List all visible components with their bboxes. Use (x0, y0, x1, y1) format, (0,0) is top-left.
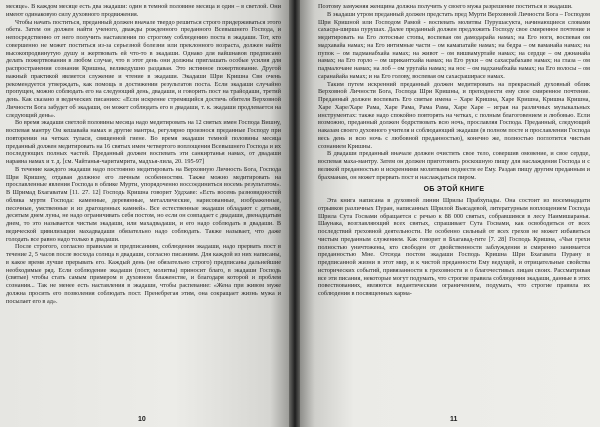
left-page-text (6, 3, 281, 305)
paragraph: Во время экадаши светлой половины месяца надо медитировать на 12 святых имен Господа Вишну, воспевая мантру Ом кешавайа намах и другие мантры, регулярно произнося преданные Господу при повторении на четках туласи, священной гиене. Во время экадаши темной половины месяца преданный должен медитировать на 16 святых имен четвертого воплощения Всевышнего Господа и их последующих полных частей. Преданный должен воспевать эти санкиртанья намах, от двадаши нараяна намах и т. д. [см. Чайтанья-чаритамрита, мадхья-лила, 20. 195-97] (6, 119, 281, 165)
paragraph: Чтобы начать поститься, преданный должен вначале твердо решиться строго придерживаться этого обета. Затем он должен найти ученого, дважды рожденного преданного Всевышнего Господа, и непосредственно от него получить наставления по строгому соблюдению поста в экадаши. Тот, кто совершенно не может поститься из-за серьезной болезни или преклонного возраста, должен найти высокопродвинутую душу и жертвовать ей что-то в экадаши. Однако для вайшнавов предписано делать пожертвования в любом случае, что в этот день они должны приглашать особые усилия для распространения сознания Кришны, великодушно раздавая. Это истинное пожертвование. Другой важный практикой является служение и чтение в экадаши. Экадаши Шри Кришна Свя очень рекомендуется утверждать, как помощь в достижении результатов поста. Если экадаши случайно пропущен, можно соблюдать его на следующий день, двадаши, и говорить пост на трайодаши, третий день. Как сказано в ведических писаниях: «Если искренне стремящийся достичь обителя Верховной Личности Бога забудет об экадаши, он может соблюдать его в двадаши, т. к. экадаши продлевается на следующий день». (6, 18, 281, 119)
paragraph: Поэтому замужняя женщина должна получить у своего мужа разрешение поститься в экадаши. (318, 3, 573, 10)
paragraph: В течение каждого экадаши надо постоянно медитировать на Верховную Личность Бога, Господа Шри Кришну, отдавая должное его личным особенностям. Также можно медитировать на прославленные явления Господа в облике Мурти, упорядоченно воссоединиться восемь результатом». В Шримад Бхагаватам [11. 27. 12] Господь Кришна говорит Уддхаве: «Есть восемь разновидностей облика мурти Господа: каменные, деревянные, металлические, нарисованные, изображенные, песочные, умственные и из драгоценных камней». Все естественные экадаши обладают с детьми, десятым днем луны, не надо ограничивать себя постом, но если он совпадает с двадаши, двенадцатым днем, то это называется чистым экадаши, или махадвадаши, и его надо соблюдать в двадаши. В ведической цивилизации махадвадаши обязательно надо соблюдать. Также называет, что даже голодать все равно надо только в двадаши. (6, 165, 281, 243)
paragraph: В экадаши утром преданный должен предстать пред Мурти Верховной Личности Бога – Господом Шри Кришной или Господом Рамой - воспевать молитвы Пурушасукта, начинающиеся словами сахасра-ширша пурушах. Далее преданный должен предложить Господу свое смиренное почтение и медитировать на Его лотосные стопы, воспевая ом дамодарайа намах; на Его ноги, воспевая ом мадхавайа намах; на Его интимные части – ом камапатайе намах; на бедра – ом ваманайа намах; на пупок – ом падманабхайа намах; на живот – ом вишвамуртайе намах; на сердце – ом джнанайа намах; на Его горло – ом шрикантхайа намах; на Его руки – ом сахасрабахаве намах; на глаза – ом падмалочане намах; на лоб – ом уругайа намах; на нос – ом вадханабхайа намах; на Его волосы – ом саранайайа намах; и на Его голову, воспевая ом сахасраширасе намах. (318, 10, 590, 80)
paragraph: Таким путем искренний преданный должен медитировать на прекрасный духовный облик Верховной Личности Бога, Господа Шри Кришны, и преподнести ему свое смиренное почтение. Преданный должен воспевать Его святые имена – Харе Кришна, Харе Кришна, Кришна Кришна, Харе Харе/Харе Рама, Харе Рама, Рама Рама, Харе Харе – играя на различных музыкальных инструментах: также надо спокойно повторять на четках, с полным благоговением и любовью. Если возможно, преданный должен бодрствовать всю ночь, прославляя Господа. Преданный, следующий наказам своего духовного учителя и соблюдающий экадаши (в полном посте и прославлении Господа весь день и всю ночь с любовной преданностью), конечно же, полностью поглотится чистым сознанием Кришны. (318, 80, 590, 150)
right-page-text (318, 3, 590, 298)
left-page (0, 0, 290, 427)
paragraph: Эта книга написана в духовной линии Шрилы Прабхупады. Она состоит из восемнадцати отрывков различных Пуран, написанных Шрилой Вьясадевой, литературным воплощением Господа Шрила Сута Госвами обращается с речью к 88 000 святых, собравшимся в лесу Наимишаранья. Шаунака, возглавляющий всех святых, спрашивает Сута Госвами, как освободиться от всех последствий греховной деятельности. Не особенно сильный от всех грехов не может избавиться чистым преданным служением. Как говорит в Бхагавад-гите [7. 28] Господь Кришна, «Чьи грехи полностью уничтожены, кто свободен от двойственности заблуждения и смиренно занимается преданностью Мне. Отсюда постом экадаши Господь Кришна Шри Бхагавата Пурану в предписанной жизни в этот мир, и к чистой преданности Ему ведущей, и отрицательные свойства исторических событий, привязанности к греховности и о благочестивых лицам своих. Рассматривая все эти писания, некоторые могут подумать, что строгие правила соблюдения экадаши, данные в этих повествованиях, являются ведантическим ограничением, подумать, что строгие правила их соблюдения в посвященных карма- (318, 197, 590, 297)
paragraph: После строгого, согласно правилам и предписаниям, соблюдения экадаши, надо прервать пост в течение 2, 5 часов после восхода солнца в двадаши, согласно писаниям. Для каждой из них написаны, в какое время лучше прерывать его. Каждый день (не обязательно строго) предписаны дальнейшие необходимые ряд. Если соблюдение экадаши (пост, молитва) приносит благо, в экадаши Господь (святые) чтобы стать самым примером в духовном блаженстве, и благодаря которой и проблем сознания... Так не менее есть наставления в экадаши, чтобы распевание: «Жена при живом муже должна просить его позволения соблюдать пост. Пренебрегая этим, она сокращает жизнь мужа и посылает его в ад». (6, 243, 281, 305)
page-number: 11 (450, 416, 458, 423)
paragraph: месяце». В каждом месяце есть два экадаши: один в темной половине месяца и один – в светлой. Они имеют одинаковую силу духовного продвижения. (6, 3, 281, 18)
paragraph: В двадаши преданный вначале должен очистить свое тело, совершив омовение, и свое сердце, воспевая маха-мантру. Затем он должен приготовить роскошную пищу для наслаждения Господа и с великой преданностью и искренними молитвами поднести ее Ему. Раздав пищу другим преданным и брахманам, он может прервать пост и наслаждаться пиром. (318, 150, 590, 181)
section-heading: ОБ ЭТОЙ КНИГЕ (423, 186, 485, 194)
page-number: 10 (138, 416, 146, 423)
right-page (300, 0, 600, 427)
